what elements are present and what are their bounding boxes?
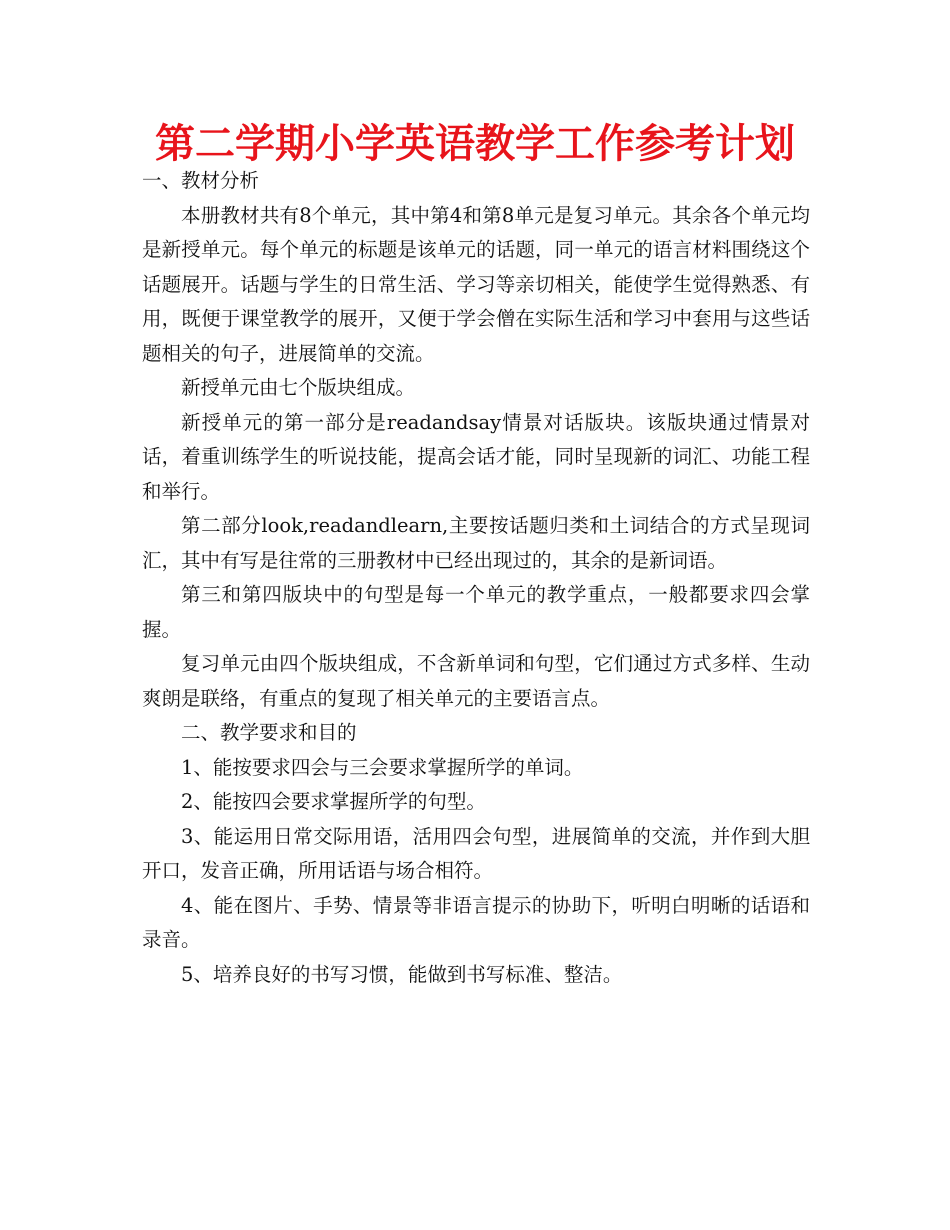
- paragraph: 本册教材共有8个单元，其中第4和第8单元是复习单元。其余各个单元均是新授单元。每个单元的标题是该单元的话题，同一单元的语言材料围绕这个话题展开。话题与学生的日常生活、学习等亲切相关，能使学生觉得熟悉、有用，既便于课堂教学的展开，又便于学会僧在实际生活和学习中套用与这些话题相关的句子，进展简单的交流。: [142, 203, 810, 365]
- document-title: 第二学期小学英语教学工作参考计划: [155, 121, 795, 167]
- section-heading-goals: 二、教学要求和目的: [181, 721, 357, 744]
- paragraph: 第二部分look,readandlearn,主要按话题归类和土词结合的方式呈现词汇，其中有写是往常的三册教材中已经出现过的，其余的是新词语。: [142, 514, 810, 572]
- paragraph: 复习单元由四个版块组成，不含新单词和句型，它们通过方式多样、生动爽朗是联络，有重点的复现了相关单元的主要语言点。: [142, 652, 810, 710]
- list-item: 2、能按四会要求掌握所学的句型。: [181, 790, 486, 813]
- section-heading-materials: 一、教材分析: [142, 169, 260, 192]
- list-item: 1、能按要求四会与三会要求掌握所学的单词。: [181, 755, 584, 779]
- paragraph: 新授单元的第一部分是readandsay情景对话版块。该版块通过情景对话，着重训练学生的听说技能，提高会话才能，同时呈现新的词汇、功能工程和举行。: [142, 410, 810, 503]
- paragraph: 新授单元由七个版块组成。: [181, 376, 416, 399]
- list-item: 3、能运用日常交际用语，活用四会句型，进展简单的交流，并作到大胆开口，发音正确，所用话语与场合相符。: [142, 824, 810, 882]
- list-item: 5、培养良好的书写习惯，能做到书写标准、整洁。: [181, 962, 623, 986]
- paragraph: 第三和第四版块中的句型是每一个单元的教学重点，一般都要求四会掌握。: [142, 583, 810, 641]
- list-item: 4、能在图片、手势、情景等非语言提示的协助下，听明白明晰的话语和录音。: [142, 893, 810, 951]
- document-body: [142, 164, 810, 992]
